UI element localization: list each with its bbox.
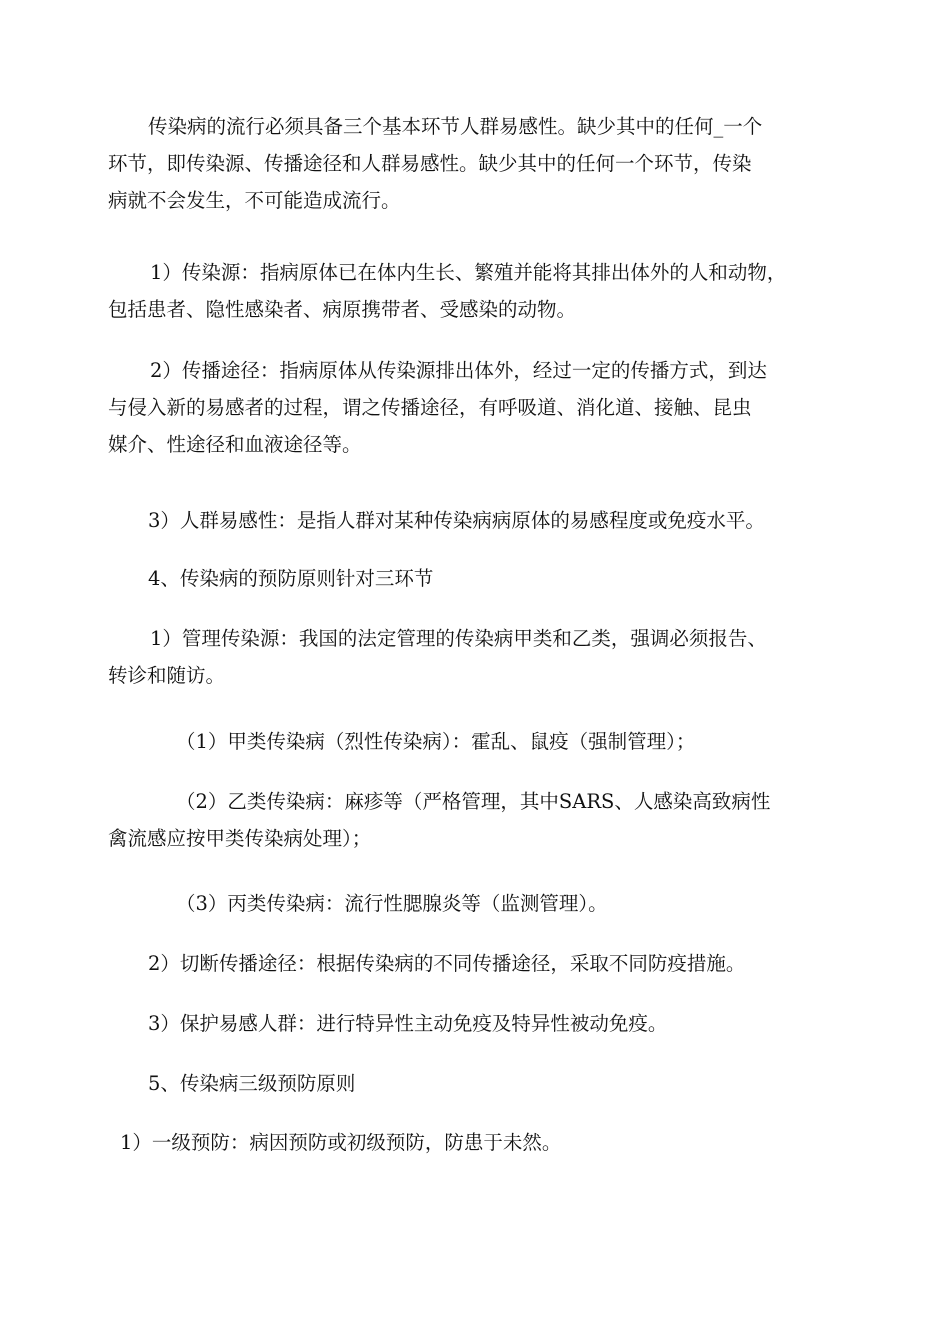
text-line: 3）人群易感性：是指人群对某种传染病病原体的易感程度或免疫水平。 <box>148 509 765 532</box>
text-line: 与侵入新的易感者的过程，谓之传播途径，有呼吸道、消化道、接触、昆虫 <box>108 396 752 419</box>
text-line: 1）一级预防：病因预防或初级预防，防患于未然。 <box>120 1131 562 1154</box>
text-line: 5、传染病三级预防原则 <box>148 1072 356 1095</box>
paragraph-protect-population <box>108 1005 868 1042</box>
text-line: （3）丙类传染病：流行性腮腺炎等（监测管理）。 <box>176 892 608 915</box>
paragraph-class-a <box>108 723 868 760</box>
paragraph-infection-source <box>108 254 868 328</box>
paragraph-class-c <box>108 885 868 922</box>
paragraph-manage-source <box>108 620 868 694</box>
paragraph-susceptibility <box>108 502 868 539</box>
text-line: 禽流感应按甲类传染病处理）； <box>108 827 372 850</box>
paragraph-class-b <box>108 783 868 857</box>
text-line: 传染病的流行必须具备三个基本环节人群易感性。缺少其中的任何_一个 <box>148 115 763 138</box>
section-heading-prevention-principles <box>108 560 868 597</box>
text-line: （1）甲类传染病（烈性传染病）：霍乱、鼠疫（强制管理）； <box>176 730 696 753</box>
paragraph-transmission-intro <box>108 108 868 219</box>
section-heading-three-level-prevention <box>108 1065 868 1102</box>
text-line: 4、传染病的预防原则针对三环节 <box>148 567 434 590</box>
text-line: 2）传播途径：指病原体从传染源排出体外，经过一定的传播方式，到达 <box>150 359 767 382</box>
text-line: 转诊和随访。 <box>108 664 226 687</box>
paragraph-primary-prevention <box>108 1124 868 1161</box>
text-line: 2）切断传播途径：根据传染病的不同传播途径，采取不同防疫措施。 <box>148 952 746 975</box>
text-line: 病就不会发生，不可能造成流行。 <box>108 189 401 212</box>
paragraph-transmission-route <box>108 352 868 463</box>
text-line: 3）保护易感人群：进行特异性主动免疫及特异性被动免疫。 <box>148 1012 668 1035</box>
text-line: 环节，即传染源、传播途径和人群易感性。缺少其中的任何一个环节，传染 <box>108 152 752 175</box>
text-line: 包括患者、隐性感染者、病原携带者、受感染的动物。 <box>108 298 577 321</box>
paragraph-cut-route <box>108 945 868 982</box>
text-line: 1）传染源：指病原体已在体内生长、繁殖并能将其排出体外的人和动物， <box>150 261 787 284</box>
text-line: 1）管理传染源：我国的法定管理的传染病甲类和乙类，强调必须报告、 <box>150 627 767 650</box>
text-line: （2）乙类传染病：麻疹等（严格管理，其中SARS、人感染高致病性 <box>176 790 771 813</box>
text-line: 媒介、性途径和血液途径等。 <box>108 433 362 456</box>
